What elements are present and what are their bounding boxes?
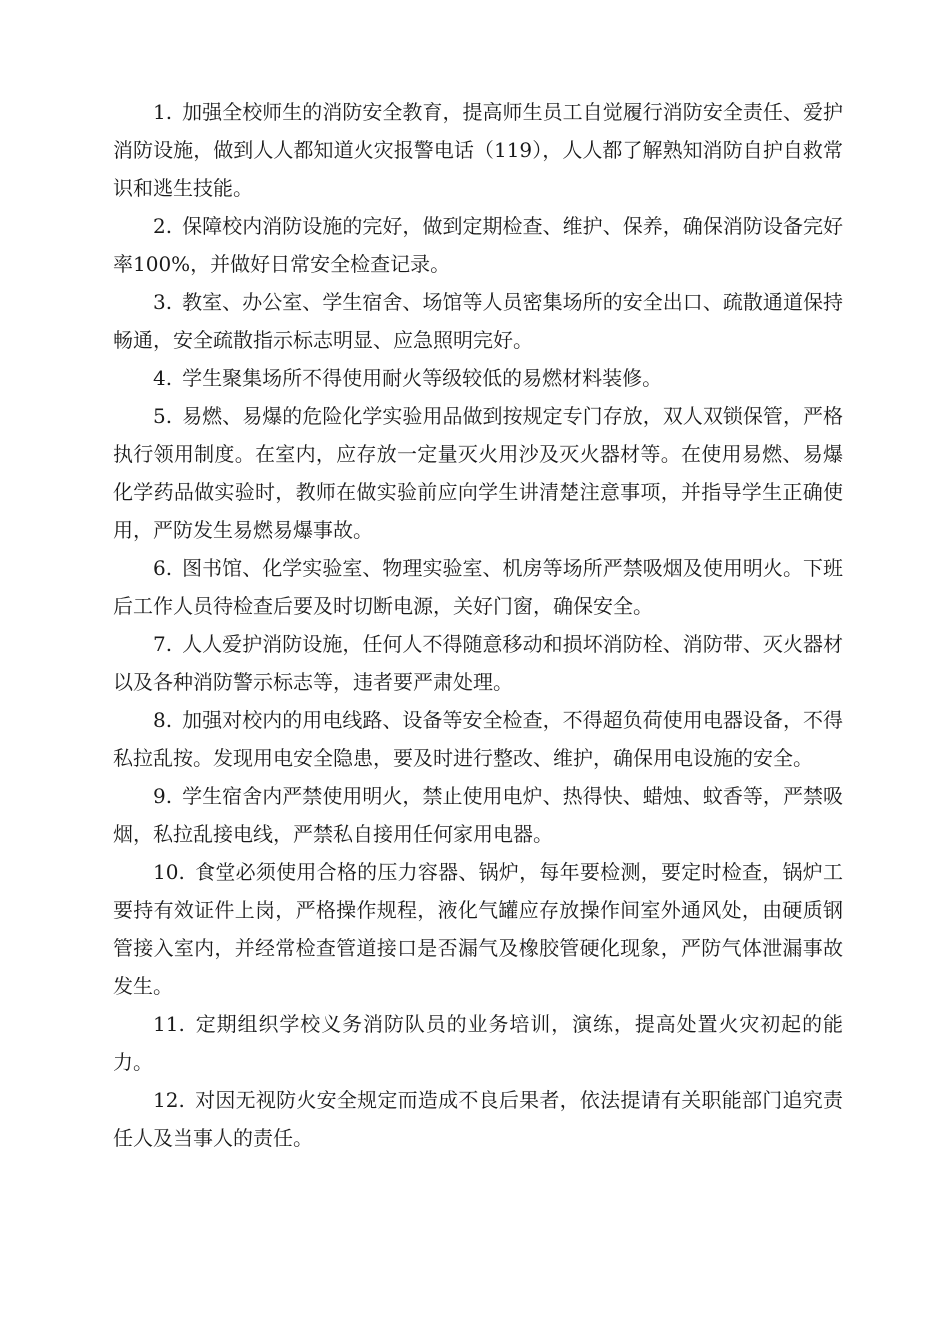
item-text: 图书馆、化学实验室、物理实验室、机房等场所严禁吸烟及使用明火。下班后工作人员待检查后要及时切断电源，关好门窗，确保安全。	[113, 556, 843, 618]
item-number: 8.	[153, 708, 173, 732]
item-text: 加强对校内的用电线路、设备等安全检查，不得超负荷使用电器设备，不得私拉乱按。发现用电安全隐患，要及时进行整改、维护，确保用电设施的安全。	[113, 708, 843, 770]
item-number: 2.	[153, 214, 173, 238]
rule-item-12	[113, 1081, 843, 1157]
item-number: 7.	[153, 632, 173, 656]
item-text: 食堂必须使用合格的压力容器、锅炉，每年要检测，要定时检查，锅炉工要持有效证件上岗，严格操作规程，液化气罐应存放操作间室外通风处，由硬质钢管接入室内，并经常检查管道接口是否漏气及橡胶管硬化现象，严防气体泄漏事故发生。	[113, 860, 843, 998]
item-number: 12.	[153, 1088, 185, 1112]
item-number: 3.	[153, 290, 173, 314]
item-text: 加强全校师生的消防安全教育，提高师生员工自觉履行消防安全责任、爱护消防设施，做到人人都知道火灾报警电话（119），人人都了解熟知消防自护自救常识和逃生技能。	[113, 100, 843, 200]
rule-item-5	[113, 397, 843, 549]
item-text: 学生宿舍内严禁使用明火，禁止使用电炉、热得快、蜡烛、蚊香等，严禁吸烟，私拉乱接电线，严禁私自接用任何家用电器。	[113, 784, 843, 846]
item-text: 人人爱护消防设施，任何人不得随意移动和损坏消防栓、消防带、灭火器材以及各种消防警示标志等，违者要严肃处理。	[113, 632, 843, 694]
item-text: 易燃、易爆的危险化学实验用品做到按规定专门存放，双人双锁保管，严格执行领用制度。在室内，应存放一定量灭火用沙及灭火器材等。在使用易燃、易爆化学药品做实验时，教师在做实验前应向学生讲清楚注意事项，并指导学生正确使用，严防发生易燃易爆事故。	[113, 404, 843, 542]
item-text: 定期组织学校义务消防队员的业务培训，演练，提高处置火灾初起的能力。	[113, 1012, 843, 1074]
rule-item-3	[113, 283, 843, 359]
item-text: 教室、办公室、学生宿舍、场馆等人员密集场所的安全出口、疏散通道保持畅通，安全疏散指示标志明显、应急照明完好。	[113, 290, 843, 352]
item-number: 9.	[153, 784, 173, 808]
item-number: 11.	[153, 1012, 185, 1036]
item-number: 6.	[153, 556, 173, 580]
rule-item-2	[113, 207, 843, 283]
rule-item-10	[113, 853, 843, 1005]
item-number: 1.	[153, 100, 173, 124]
item-number: 5.	[153, 404, 173, 428]
document-body	[113, 93, 843, 1157]
rule-item-9	[113, 777, 843, 853]
item-text: 对因无视防火安全规定而造成不良后果者，依法提请有关职能部门追究责任人及当事人的责任。	[113, 1088, 843, 1150]
item-text: 保障校内消防设施的完好，做到定期检查、维护、保养，确保消防设备完好率100%，并做好日常安全检查记录。	[113, 214, 843, 276]
rule-item-1	[113, 93, 843, 207]
rule-item-7	[113, 625, 843, 701]
rule-item-4	[113, 359, 843, 397]
rule-item-8	[113, 701, 843, 777]
rule-item-6	[113, 549, 843, 625]
item-number: 4.	[153, 366, 173, 390]
item-number: 10.	[153, 860, 185, 884]
rule-item-11	[113, 1005, 843, 1081]
item-text: 学生聚集场所不得使用耐火等级较低的易燃材料装修。	[182, 366, 663, 390]
